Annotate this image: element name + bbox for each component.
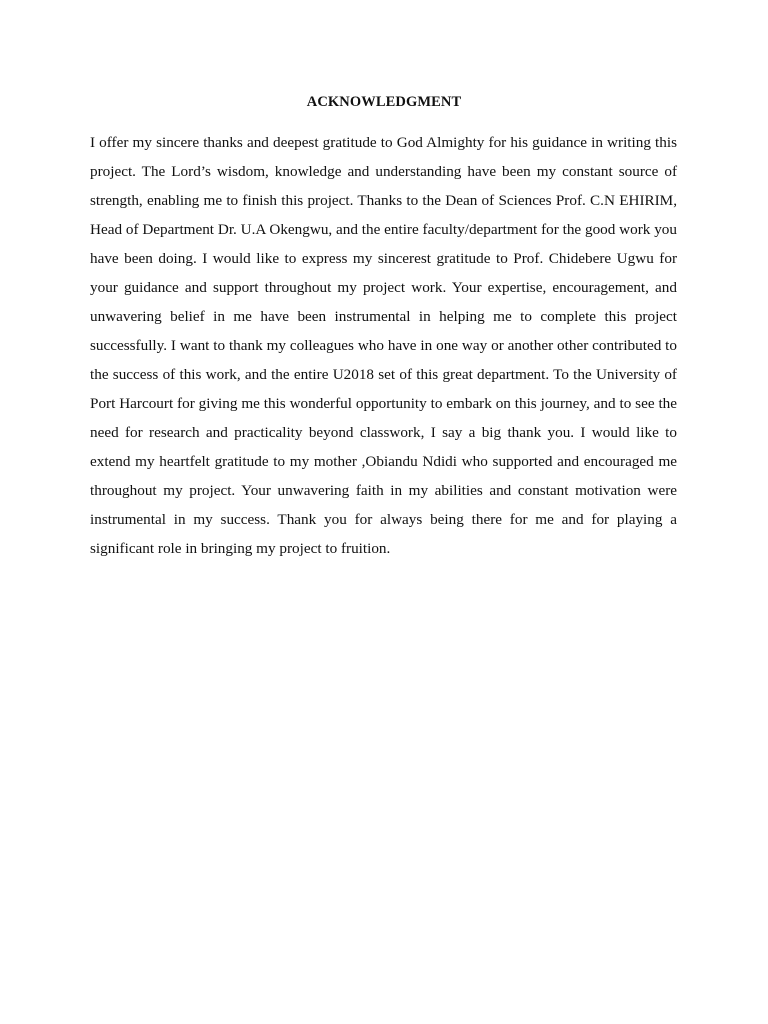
acknowledgment-paragraph: I offer my sincere thanks and deepest gratitude to God Almighty for his guidance in writing this project. The Lord’s wisdom, knowledge and understanding have been my constant source of strength, enabling me to finish this project. Thanks to the Dean of Sciences Prof. C.N EHIRIM, Head of Department Dr. U.A Okengwu, and the entire faculty/department for the good work you have been doing. I would like to express my sincerest gratitude to Prof. Chidebere Ugwu for your guidance and support throughout my project work. Your expertise, encouragement, and unwavering belief in me have been instrumental in helping me to complete this project successfully. I want to thank my colleagues who have in one way or another other contributed to the success of this work, and the entire U2018 set of this great department. To the University of Port Harcourt for giving me this wonderful opportunity to embark on this journey, and to see the need for research and practicality beyond classwork, I say a big thank you. I would like to extend my heartfelt gratitude to my mother ,Obiandu Ndidi who supported and encouraged me throughout my project. Your unwavering faith in my abilities and constant motivation were instrumental in my success. Thank you for always being there for me and for playing a significant role in bringing my project to fruition. — [90, 134, 677, 557]
page-title: ACKNOWLEDGMENT — [306, 94, 462, 110]
